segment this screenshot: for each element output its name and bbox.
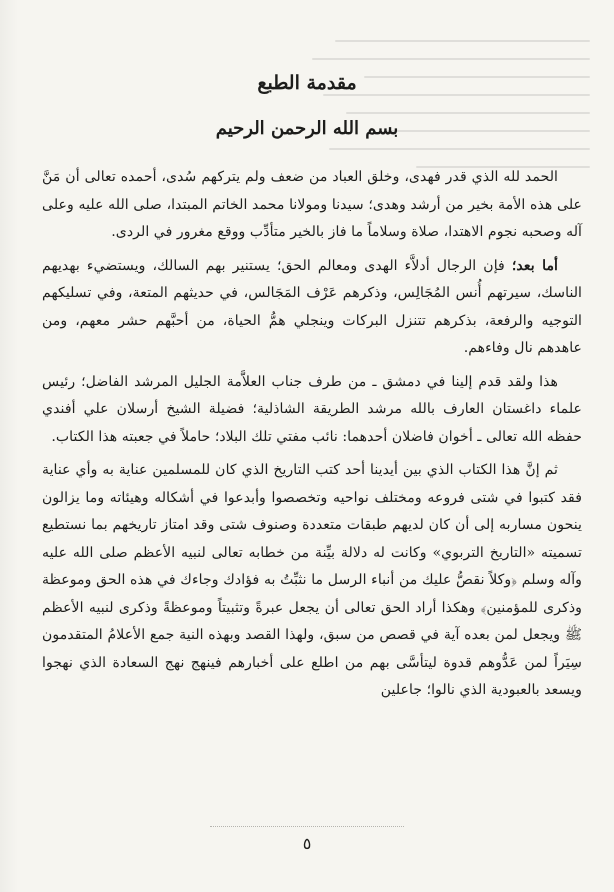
- paragraph-2-lead: أما بعد؛: [511, 257, 558, 274]
- paragraph-3-text: هذا ولقد قدم إلينا في دمشق ـ من طرف جناب العلاَّمة الجليل المرشد الفاضل؛ رئيس علماء داغستان العارف بالله مرشد الطريقة الشاذلية؛ فضيلة الشيخ أرسلان علي أفندي حفظه الله تعالى ـ أخوان فاضلان أحدهما: نائب مفتي تلك البلاد؛ حاملاً في جعبته هذا الكتاب.: [42, 373, 582, 445]
- page-number: ٥: [302, 834, 312, 853]
- paragraph-3: [42, 369, 582, 452]
- page-title: مقدمة الطبع: [257, 72, 357, 94]
- basmala-heading: بسم الله الرحمن الرحيم: [215, 118, 399, 139]
- paragraph-4-text: ثم إنَّ هذا الكتاب الذي بين أيدينا أحد كتب التاريخ الذي كان للمسلمين عناية به وأي عناية فقد كتبوا في شتى فروعه ومختلف نواحيه وتخصصوا وأبدعوا في أشكاله وهيئاته وما يزالون ينحون مساربه إلى أن كان لديهم طبقات متعددة وصنوف شتى وقد امتاز تاريخهم بما نستطيع تسميته «التاريخ التربوي» وكانت له دلالة بيِّنة من خطابه تعالى لنبيه الأعظم صلى الله عليه وآله وسلم ﴿وكلاً نقصُّ عليك من أنباء الرسل ما نثبِّتُ به فؤادك وجاءك في هذه الحق وموعظة وذكرى للمؤمنين﴾ وهكذا أراد الحق تعالى أن يجعل عبرةً وتثبيتاً وموعظةً وذكرى لنبيه الأعظم ﷺ ويجعل لمن بعده آية في قصص من سبق، ولهذا القصد وبهذه النية جمع الأعلامُ المتقدمون سِيَراً لمن عَدُّوهم قدوة ليتأسَّى بهم من اطلع على أخبارهم فينهج نهج السعادة الذي نهجوا ويسعد بالعبودية الذي نالوا؛ جاعلين: [42, 462, 582, 698]
- paragraph-1-text: الحمد لله الذي قدر فهدى، وخلق العباد من ضعف ولم يتركهم سُدى، أحمده تعالى أن مَنَّ على هذه الأمة بخير من أرشد وهدى؛ سيدنا ومولانا محمد الخاتم المبتدا، صلى الله عليه وعلى آله وصحبه نجوم الاهتدا، صلاة وسلاماً ما فاز بالخير متأدِّب ووقع مغرور في الردى.: [42, 169, 582, 240]
- body-text: [42, 164, 582, 711]
- paragraph-2-text: فإن الرجال أدلاَّء الهدى ومعالم الحق؛ يستنير بهم السالك، ويستضيء بهديهم الناسك، سيرتهم أُنس المُجَالِس، وذكرهم عَرْف المَجَالس، في حديثهم المتعة، وفي تسليكهم التوجيه والرفعة، بذكرهم تتنزل البركات وينجلي همُّ الحياة، من أحبَّهم حشر معهم، ومن عاهدهم نال وفاءهم.: [42, 257, 582, 356]
- paragraph-1: [42, 164, 582, 247]
- paragraph-4: [42, 457, 582, 705]
- footer-rule: [210, 826, 404, 827]
- paragraph-2: [42, 253, 582, 363]
